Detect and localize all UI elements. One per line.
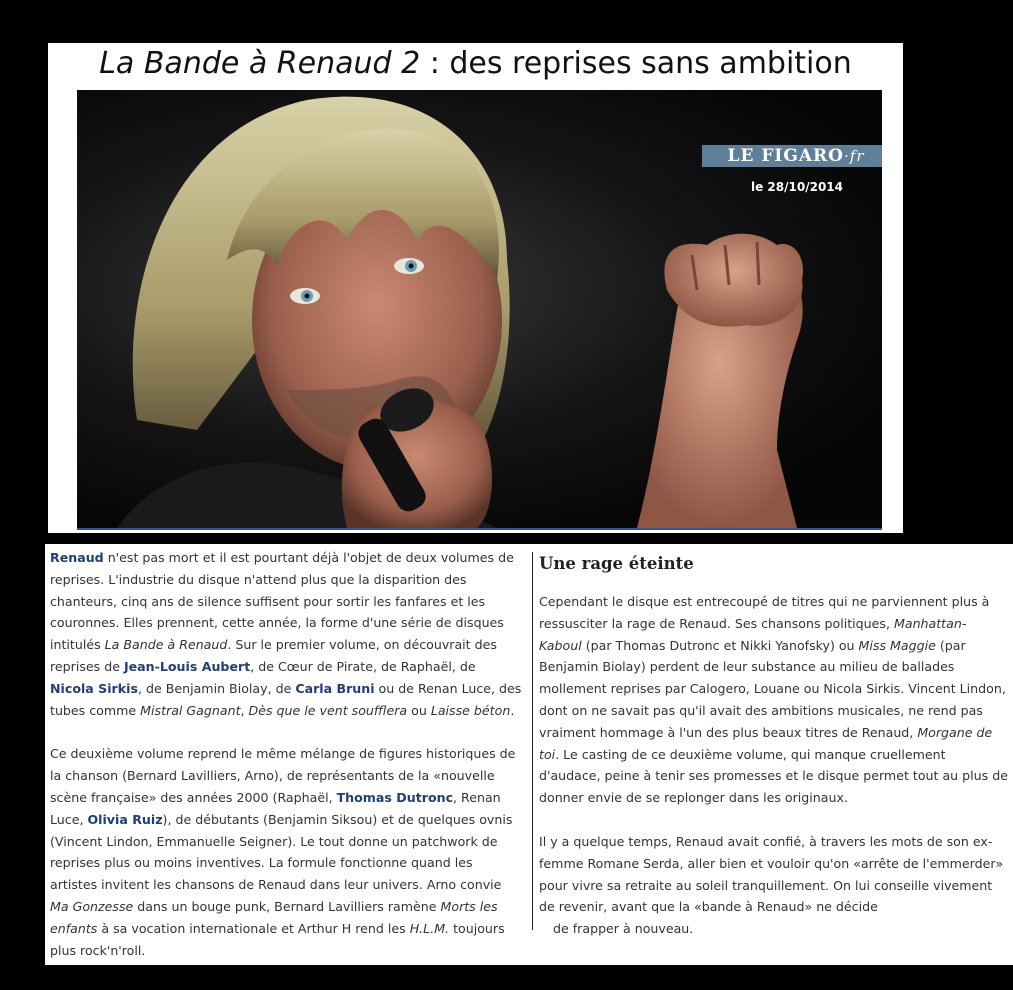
le-figaro-logo: LE FIGARO·fr	[702, 145, 882, 167]
column-divider	[532, 552, 533, 930]
publication-date: le 28/10/2014	[751, 180, 843, 194]
article-headline	[48, 43, 903, 89]
article-header-panel	[48, 43, 903, 533]
headline-album-title: La Bande à Renaud 2	[99, 46, 421, 81]
singer-photo	[77, 90, 882, 528]
section-heading: Une rage éteinte	[539, 554, 694, 573]
paragraph-rage: Cependant le disque est entrecoupé de titres qui ne parviennent plus à ressusciter la rage de Renaud. Ses chansons politiques, Manhattan-Kaboul (par Thomas Dutronc et Nikki Yanofsky) ou Miss Maggie (par Benjamin Biolay) perdent de leur substance au milieu de ballades mollement reprises par Calogero, Louane ou Nicola Sirkis. Vincent Lindon, dont on ne savait pas qu'il avait des ambitions musicales, ne rend pas vraiment hommage à l'un des plus beaux titres de Renaud, Morgane de toi. Le casting de ce deuxième volume, qui manque cruellement d'audace, peine à tenir ses promesses et le disque permet tout au plus de donner envie de se replonger dans les originaux.	[539, 594, 1008, 806]
article-right-column	[539, 547, 1009, 962]
paragraph-second-volume: Ce deuxième volume reprend le même mélange de figures historiques de la chanson (Bernard Lavilliers, Arno), de représentants de la «nouvelle scène française» des années 2000 (Raphaël, Thomas Dutronc, Renan Luce, Olivia Ruiz), de débutants (Benjamin Siksou) et de quelques ovnis (Vincent Lindon, Emmanuelle Seigner). Le tout donne un patchwork de reprises plus ou moins inventives. La formule fonctionne quand les artistes invitent les chansons de Renaud dans leur univers. Arno convie Ma Gonzesse dans un bouge punk, Bernard Lavilliers ramène Morts les enfants à sa vocation internationale et Arthur H rend les H.L.M. toujours plus rock'n'roll.	[50, 746, 516, 958]
bottom-black-strip	[45, 965, 493, 990]
link-jean-louis-aubert[interactable]: Jean-Louis Aubert	[123, 658, 251, 674]
headline-subtitle: : des reprises sans ambition	[420, 46, 852, 81]
photo-underline	[77, 528, 882, 530]
article-left-column	[50, 547, 522, 983]
paragraph-intro: Renaud n'est pas mort et il est pourtant déjà l'objet de deux volumes de reprises. L'industrie du disque n'attend plus que la disparition des chanteurs, cinq ans de silence suffisent pour sortir les fanfares et les couronnes. Elles prennent, cette année, la forme d'une série de disques intitulés La Bande à Renaud. Sur le premier volume, on découvrait des reprises de Jean-Louis Aubert, de Cœur de Pirate, de Raphaël, de Nicola Sirkis, de Benjamin Biolay, de Carla Bruni ou de Renan Luce, des tubes comme Mistral Gagnant, Dès que le vent soufflera ou Laisse béton.	[50, 550, 522, 718]
paragraph-conclusion: Il y a quelque temps, Renaud avait confié, à travers les mots de son ex-femme Romane Serda, aller bien et vouloir qu'on «arrête de l'emmerder» pour vivre sa retraite au soleil tranquillement. On lui conseille vivement de revenir, avant que la «bande à Renaud» ne décide de frapper à nouveau.	[539, 833, 1004, 937]
link-carla-bruni[interactable]: Carla Bruni	[295, 680, 375, 696]
link-nicola-sirkis[interactable]: Nicola Sirkis	[50, 680, 138, 696]
link-renaud[interactable]: Renaud	[50, 550, 104, 565]
link-thomas-dutronc[interactable]: Thomas Dutronc	[336, 789, 454, 805]
article-body-panel	[45, 544, 1013, 965]
link-olivia-ruiz[interactable]: Olivia Ruiz	[87, 811, 163, 827]
